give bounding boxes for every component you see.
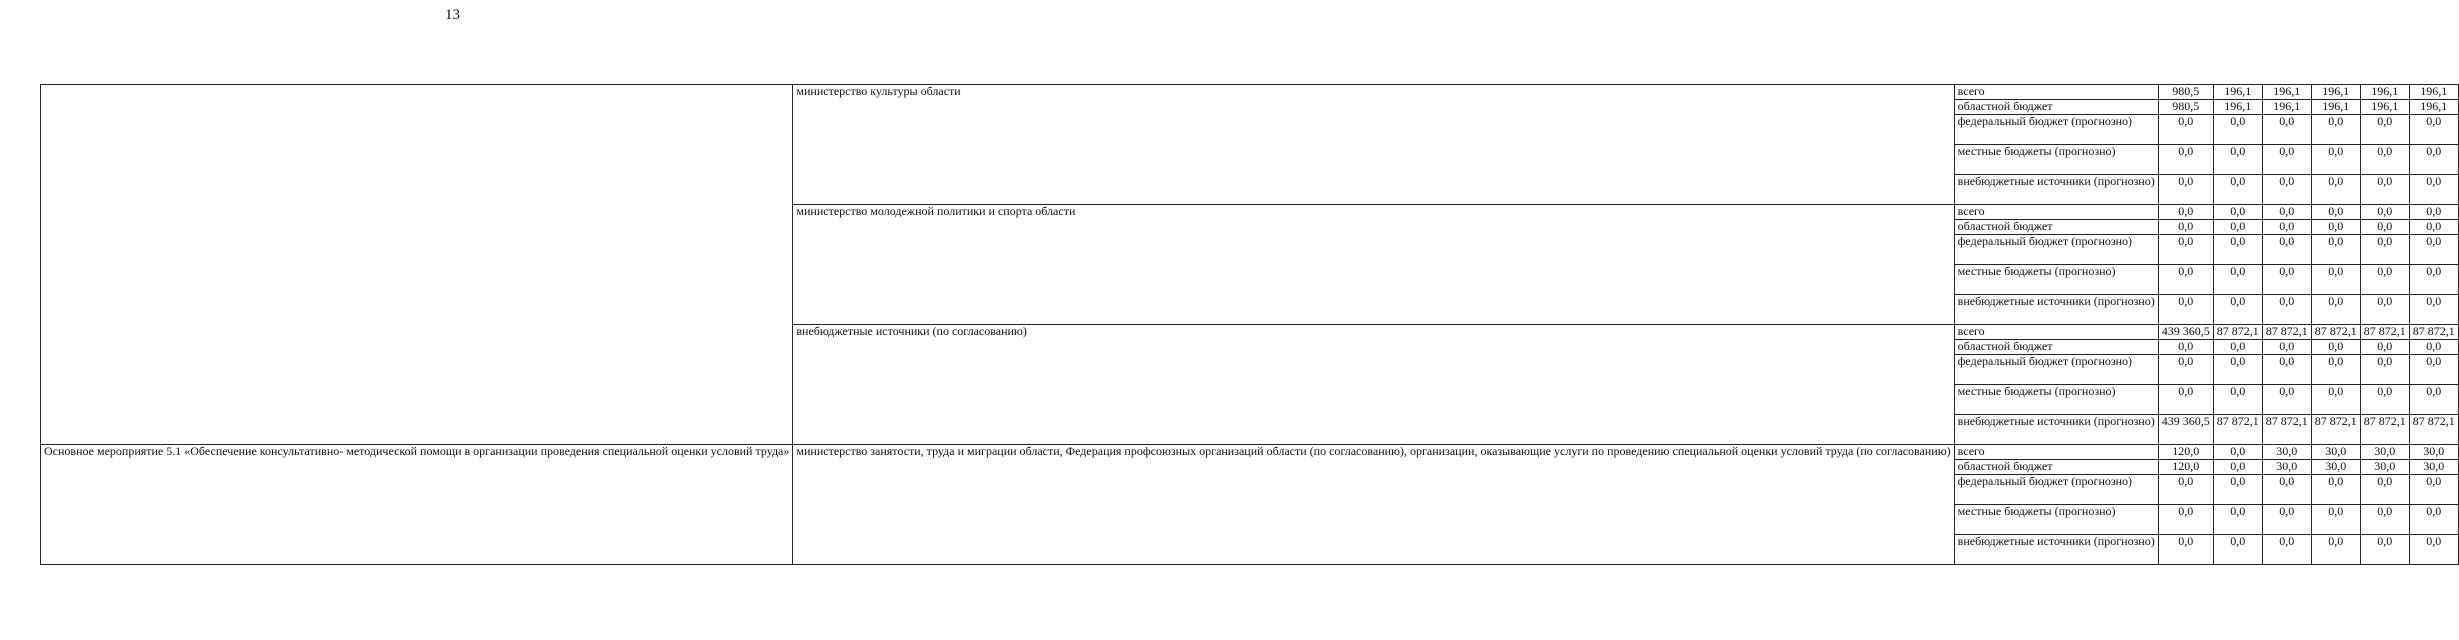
amount-cell: 87 872,1	[2409, 415, 2458, 445]
amount-cell: 0,0	[2311, 235, 2360, 265]
executor-cell: министерство культуры области	[793, 85, 1954, 205]
amount-cell: 0,0	[2158, 505, 2213, 535]
amount-cell: 30,0	[2311, 460, 2360, 475]
amount-cell: 196,1	[2360, 100, 2409, 115]
amount-cell: 0,0	[2409, 505, 2458, 535]
funding-source-cell: внебюджетные источники (прогнозно)	[1954, 535, 2158, 565]
amount-cell: 196,1	[2262, 85, 2311, 100]
amount-cell: 0,0	[2262, 385, 2311, 415]
amount-cell: 0,0	[2158, 220, 2213, 235]
funding-source-cell: федеральный бюджет (прогнозно)	[1954, 475, 2158, 505]
amount-cell: 0,0	[2158, 145, 2213, 175]
amount-cell: 87 872,1	[2311, 325, 2360, 340]
amount-cell: 0,0	[2262, 475, 2311, 505]
amount-cell: 30,0	[2360, 460, 2409, 475]
amount-cell: 0,0	[2311, 175, 2360, 205]
funding-source-cell: областной бюджет	[1954, 460, 2158, 475]
amount-cell: 0,0	[2409, 265, 2458, 295]
funding-source-cell: федеральный бюджет (прогнозно)	[1954, 235, 2158, 265]
amount-cell: 0,0	[2360, 505, 2409, 535]
table-row	[41, 445, 2459, 460]
amount-cell: 0,0	[2360, 145, 2409, 175]
amount-cell: 0,0	[2311, 385, 2360, 415]
funding-source-cell: областной бюджет	[1954, 340, 2158, 355]
amount-cell: 87 872,1	[2213, 415, 2262, 445]
amount-cell: 0,0	[2158, 205, 2213, 220]
amount-cell: 439 360,5	[2158, 415, 2213, 445]
amount-cell: 196,1	[2311, 100, 2360, 115]
amount-cell: 0,0	[2409, 535, 2458, 565]
amount-cell: 0,0	[2360, 175, 2409, 205]
amount-cell: 980,5	[2158, 100, 2213, 115]
amount-cell: 0,0	[2213, 535, 2262, 565]
amount-cell: 0,0	[2213, 265, 2262, 295]
amount-cell: 87 872,1	[2262, 415, 2311, 445]
amount-cell: 0,0	[2213, 205, 2262, 220]
funding-source-cell: всего	[1954, 445, 2158, 460]
amount-cell: 0,0	[2311, 220, 2360, 235]
amount-cell: 0,0	[2360, 220, 2409, 235]
activity-cell: Основное мероприятие 5.1 «Обеспечение консультативно- методической помощи в организации проведения специальной оценки условий труда»	[41, 445, 793, 565]
amount-cell: 30,0	[2311, 445, 2360, 460]
amount-cell: 0,0	[2213, 220, 2262, 235]
amount-cell: 0,0	[2311, 205, 2360, 220]
amount-cell: 439 360,5	[2158, 325, 2213, 340]
amount-cell: 0,0	[2262, 265, 2311, 295]
amount-cell: 0,0	[2360, 535, 2409, 565]
amount-cell: 0,0	[2158, 175, 2213, 205]
funding-source-cell: внебюджетные источники (прогнозно)	[1954, 175, 2158, 205]
funding-source-cell: местные бюджеты (прогнозно)	[1954, 505, 2158, 535]
amount-cell: 980,5	[2158, 85, 2213, 100]
amount-cell: 0,0	[2213, 340, 2262, 355]
executor-cell: министерство молодежной политики и спорта области	[793, 205, 1954, 325]
amount-cell: 0,0	[2360, 235, 2409, 265]
amount-cell: 0,0	[2311, 355, 2360, 385]
amount-cell: 0,0	[2311, 295, 2360, 325]
amount-cell: 0,0	[2311, 115, 2360, 145]
amount-cell: 0,0	[2158, 355, 2213, 385]
amount-cell: 196,1	[2311, 85, 2360, 100]
amount-cell: 87 872,1	[2360, 325, 2409, 340]
amount-cell: 0,0	[2158, 535, 2213, 565]
amount-cell: 0,0	[2262, 205, 2311, 220]
amount-cell: 87 872,1	[2409, 325, 2458, 340]
amount-cell: 0,0	[2213, 385, 2262, 415]
amount-cell: 0,0	[2158, 475, 2213, 505]
amount-cell: 0,0	[2311, 505, 2360, 535]
amount-cell: 0,0	[2262, 535, 2311, 565]
executor-cell: внебюджетные источники (по согласованию)	[793, 325, 1954, 445]
funding-source-cell: областной бюджет	[1954, 100, 2158, 115]
amount-cell: 0,0	[2213, 145, 2262, 175]
amount-cell: 0,0	[2409, 235, 2458, 265]
amount-cell: 0,0	[2262, 340, 2311, 355]
funding-source-cell: всего	[1954, 325, 2158, 340]
amount-cell: 0,0	[2262, 175, 2311, 205]
funding-source-cell: федеральный бюджет (прогнозно)	[1954, 115, 2158, 145]
amount-cell: 30,0	[2262, 460, 2311, 475]
amount-cell: 0,0	[2262, 115, 2311, 145]
amount-cell: 0,0	[2213, 460, 2262, 475]
amount-cell: 0,0	[2409, 115, 2458, 145]
amount-cell: 0,0	[2262, 355, 2311, 385]
funding-source-cell: местные бюджеты (прогнозно)	[1954, 145, 2158, 175]
amount-cell: 0,0	[2213, 295, 2262, 325]
amount-cell: 30,0	[2262, 445, 2311, 460]
amount-cell: 196,1	[2213, 100, 2262, 115]
amount-cell: 0,0	[2409, 355, 2458, 385]
amount-cell: 0,0	[2360, 205, 2409, 220]
amount-cell: 0,0	[2360, 355, 2409, 385]
funding-source-cell: внебюджетные источники (прогнозно)	[1954, 415, 2158, 445]
amount-cell: 0,0	[2158, 340, 2213, 355]
amount-cell: 120,0	[2158, 460, 2213, 475]
amount-cell: 0,0	[2409, 145, 2458, 175]
amount-cell: 30,0	[2409, 460, 2458, 475]
funding-source-cell: внебюджетные источники (прогнозно)	[1954, 295, 2158, 325]
amount-cell: 30,0	[2409, 445, 2458, 460]
amount-cell: 0,0	[2158, 295, 2213, 325]
amount-cell: 0,0	[2360, 340, 2409, 355]
amount-cell: 87 872,1	[2262, 325, 2311, 340]
amount-cell: 0,0	[2360, 295, 2409, 325]
amount-cell: 0,0	[2262, 295, 2311, 325]
amount-cell: 120,0	[2158, 445, 2213, 460]
executor-cell: министерство занятости, труда и миграции области, Федерация профсоюзных организаций области (по согласованию), организации, оказывающие услуги по проведению специальной оценки условий труда (по согласованию)	[793, 445, 1954, 565]
amount-cell: 0,0	[2262, 220, 2311, 235]
amount-cell: 87 872,1	[2311, 415, 2360, 445]
amount-cell: 0,0	[2213, 115, 2262, 145]
amount-cell: 0,0	[2213, 235, 2262, 265]
amount-cell: 0,0	[2213, 175, 2262, 205]
amount-cell: 0,0	[2409, 220, 2458, 235]
table-body	[41, 85, 2459, 565]
amount-cell: 0,0	[2213, 445, 2262, 460]
amount-cell: 0,0	[2262, 145, 2311, 175]
amount-cell: 0,0	[2409, 175, 2458, 205]
table-row	[41, 85, 2459, 100]
amount-cell: 0,0	[2360, 265, 2409, 295]
amount-cell: 0,0	[2158, 235, 2213, 265]
amount-cell: 30,0	[2360, 445, 2409, 460]
amount-cell: 0,0	[2409, 340, 2458, 355]
amount-cell: 0,0	[2409, 475, 2458, 505]
amount-cell: 0,0	[2311, 475, 2360, 505]
amount-cell: 0,0	[2311, 145, 2360, 175]
page-number: 13	[445, 7, 460, 23]
amount-cell: 0,0	[2311, 535, 2360, 565]
amount-cell: 0,0	[2360, 115, 2409, 145]
funding-source-cell: федеральный бюджет (прогнозно)	[1954, 355, 2158, 385]
amount-cell: 0,0	[2311, 265, 2360, 295]
amount-cell: 0,0	[2213, 475, 2262, 505]
amount-cell: 196,1	[2213, 85, 2262, 100]
amount-cell: 0,0	[2158, 385, 2213, 415]
amount-cell: 0,0	[2311, 340, 2360, 355]
amount-cell: 196,1	[2409, 100, 2458, 115]
amount-cell: 0,0	[2213, 355, 2262, 385]
amount-cell: 87 872,1	[2360, 415, 2409, 445]
amount-cell: 0,0	[2409, 385, 2458, 415]
amount-cell: 0,0	[2262, 235, 2311, 265]
amount-cell: 87 872,1	[2213, 325, 2262, 340]
amount-cell: 0,0	[2409, 295, 2458, 325]
amount-cell: 0,0	[2158, 265, 2213, 295]
amount-cell: 0,0	[2158, 115, 2213, 145]
amount-cell: 0,0	[2360, 475, 2409, 505]
funding-source-cell: местные бюджеты (прогнозно)	[1954, 385, 2158, 415]
funding-source-cell: всего	[1954, 85, 2158, 100]
funding-source-cell: областной бюджет	[1954, 220, 2158, 235]
amount-cell: 0,0	[2409, 205, 2458, 220]
amount-cell: 196,1	[2409, 85, 2458, 100]
amount-cell: 196,1	[2262, 100, 2311, 115]
amount-cell: 0,0	[2360, 385, 2409, 415]
funding-source-cell: местные бюджеты (прогнозно)	[1954, 265, 2158, 295]
amount-cell: 196,1	[2360, 85, 2409, 100]
funding-table	[40, 84, 2459, 565]
funding-source-cell: всего	[1954, 205, 2158, 220]
activity-cell	[41, 85, 793, 445]
amount-cell: 0,0	[2262, 505, 2311, 535]
amount-cell: 0,0	[2213, 505, 2262, 535]
